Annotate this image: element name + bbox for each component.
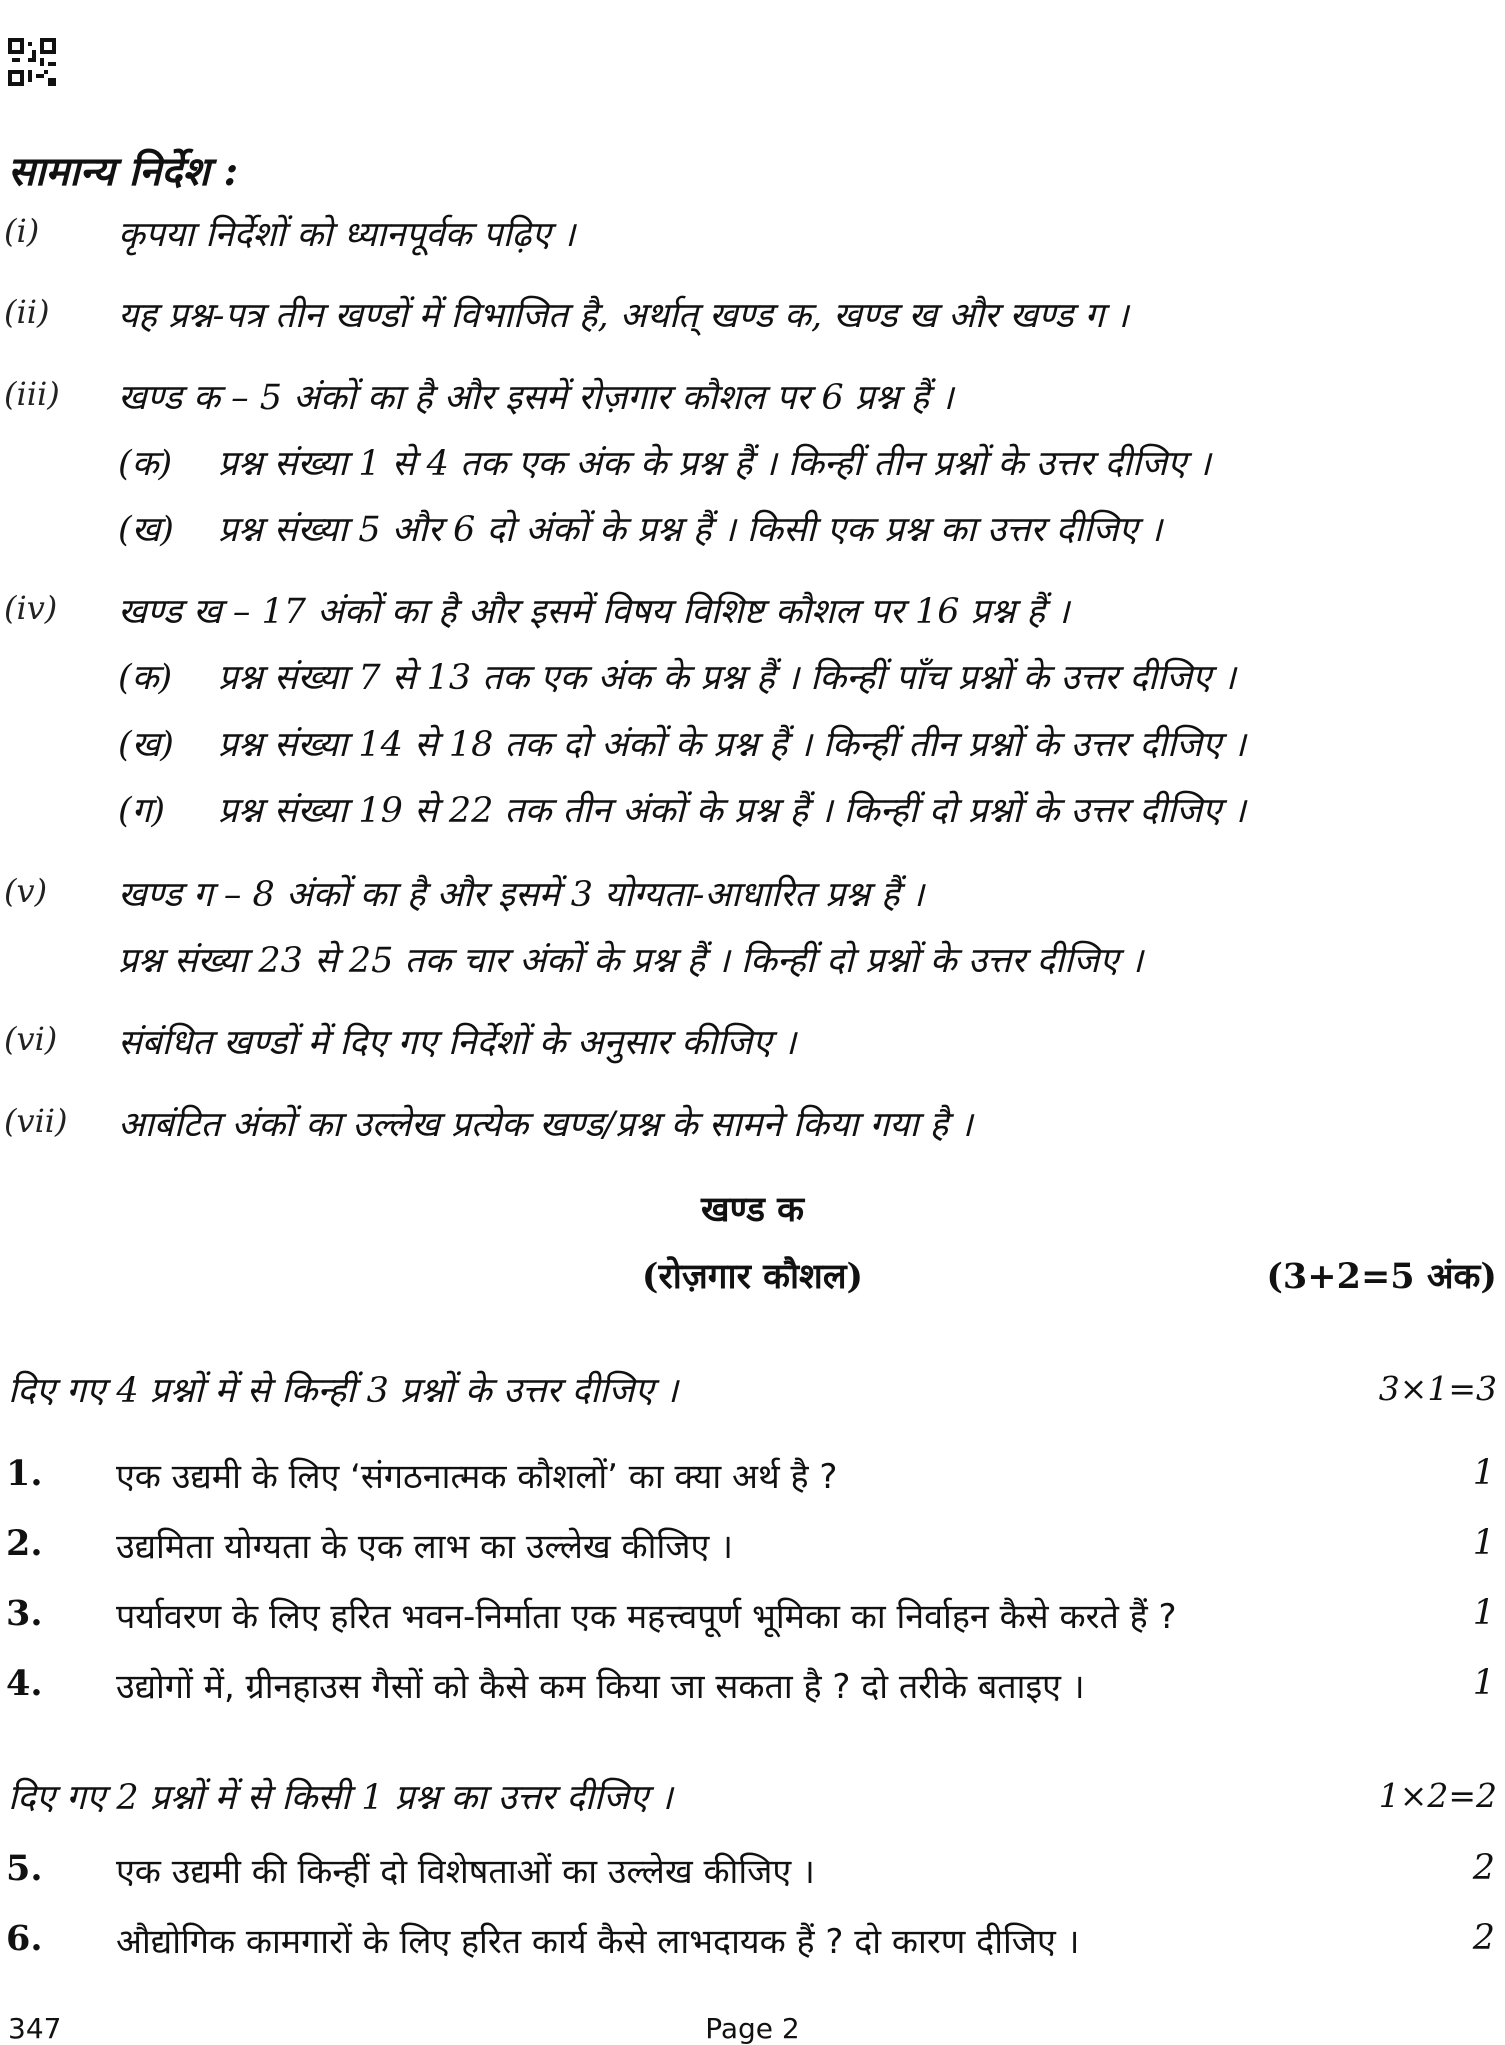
- instruction-text: खण्ड ग – 8 अंकों का है और इसमें 3 योग्यता-आधारित प्रश्न हैं ।: [118, 875, 925, 915]
- instruction-text: यह प्रश्न-पत्र तीन खण्डों में विभाजित है, अर्थात् खण्ड क, खण्ड ख और खण्ड ग ।: [118, 296, 1129, 336]
- qr-code-icon: [8, 38, 56, 86]
- question-marks: 1: [1472, 1663, 1495, 1703]
- instruction-text: आबंटित अंकों का उल्लेख प्रत्येक खण्ड/प्रश्न के सामने किया गया है ।: [118, 1105, 973, 1145]
- subitem-label: (क): [118, 658, 173, 698]
- instruction-subitem: [118, 786, 1246, 833]
- general-instructions-heading: सामान्य निर्देश :: [8, 148, 239, 195]
- page-number: Page 2: [705, 2012, 800, 2045]
- instruction-text: खण्ड क – 5 अंकों का है और इसमें रोज़गार कौशल पर 6 प्रश्न हैं ।: [118, 378, 954, 418]
- subitem-text: प्रश्न संख्या 19 से 22 तक तीन अंकों के प्रश्न हैं । किन्हीं दो प्रश्नों के उत्तर दीजिए ।: [218, 791, 1246, 831]
- instruction-num: (vi): [4, 1020, 58, 1058]
- instruction-subitem: [118, 439, 1211, 486]
- subitem-text: प्रश्न संख्या 14 से 18 तक दो अंकों के प्रश्न हैं । किन्हीं तीन प्रश्नों के उत्तर दीजिए ।: [218, 725, 1246, 765]
- question-marks: 1: [1472, 1593, 1495, 1633]
- group-marks: 3×1=3: [1378, 1369, 1497, 1408]
- subitem-text: प्रश्न संख्या 7 से 13 तक एक अंक के प्रश्न हैं । किन्हीं पाँच प्रश्नों के उत्तर दीजिए ।: [218, 658, 1236, 698]
- question-text: औद्योगिक कामगारों के लिए हरित कार्य कैसे लाभदायक हैं ? दो कारण दीजिए ।: [116, 1922, 1080, 1962]
- instruction-subitem: [118, 505, 1162, 552]
- paper-code: 347: [8, 2012, 62, 2045]
- subitem-label: (ग): [118, 791, 166, 831]
- question-marks: 2: [1472, 1918, 1495, 1958]
- question-text: एक उद्यमी की किन्हीं दो विशेषताओं का उल्लेख कीजिए ।: [116, 1852, 815, 1892]
- subitem-text: प्रश्न संख्या 5 और 6 दो अंकों के प्रश्न हैं । किसी एक प्रश्न का उत्तर दीजिए ।: [218, 510, 1163, 550]
- question-text: उद्योगों में, ग्रीनहाउस गैसों को कैसे कम किया जा सकता है ? दो तरीके बताइए ।: [116, 1667, 1085, 1707]
- question-marks: 2: [1472, 1848, 1495, 1888]
- question-text: पर्यावरण के लिए हरित भवन-निर्माता एक महत्त्वपूर्ण भूमिका का निर्वाहन कैसे करते हैं ?: [116, 1597, 1177, 1637]
- subitem-text: प्रश्न संख्या 1 से 4 तक एक अंक के प्रश्न हैं । किन्हीं तीन प्रश्नों के उत्तर दीजिए ।: [218, 444, 1211, 484]
- subitem-label: (ख): [118, 510, 174, 550]
- instruction-text: संबंधित खण्डों में दिए गए निर्देशों के अनुसार कीजिए ।: [118, 1023, 796, 1063]
- question-number: 1.: [6, 1453, 43, 1494]
- question-number: 5.: [6, 1848, 43, 1889]
- instruction-num: (i): [4, 212, 40, 250]
- group-instruction: दिए गए 4 प्रश्नों में से किन्हीं 3 प्रश्नों के उत्तर दीजिए ।: [8, 1371, 679, 1411]
- question-marks: 1: [1472, 1453, 1495, 1493]
- instruction-num: (vii): [4, 1102, 68, 1140]
- question-text: एक उद्यमी के लिए ‘संगठनात्मक कौशलों’ का क्या अर्थ है ?: [116, 1457, 838, 1497]
- group-instruction: दिए गए 2 प्रश्नों में से किसी 1 प्रश्न का उत्तर दीजिए ।: [8, 1778, 673, 1818]
- instruction-text: खण्ड ख – 17 अंकों का है और इसमें विषय विशिष्ट कौशल पर 16 प्रश्न हैं ।: [118, 592, 1070, 632]
- question-marks: 1: [1472, 1523, 1495, 1563]
- question-text: उद्यमिता योग्यता के एक लाभ का उल्लेख कीजिए ।: [116, 1527, 733, 1567]
- question-number: 3.: [6, 1593, 43, 1634]
- subitem-label: (ख): [118, 725, 174, 765]
- instruction-text-line2: प्रश्न संख्या 23 से 25 तक चार अंकों के प्रश्न हैं । किन्हीं दो प्रश्नों के उत्तर दीजिए ।: [118, 941, 1143, 981]
- section-title: खण्ड क: [700, 1189, 805, 1230]
- instruction-text: कृपया निर्देशों को ध्यानपूर्वक पढ़िए ।: [118, 215, 576, 255]
- subitem-label: (क): [118, 444, 173, 484]
- instruction-num: (iv): [4, 589, 58, 627]
- group-marks: 1×2=2: [1378, 1776, 1497, 1815]
- question-number: 6.: [6, 1918, 43, 1959]
- question-number: 2.: [6, 1523, 43, 1564]
- question-number: 4.: [6, 1663, 43, 1704]
- section-marks: (3+2=5 अंक): [1266, 1256, 1497, 1297]
- instruction-subitem: [118, 720, 1246, 767]
- instruction-subitem: [118, 653, 1236, 700]
- instruction-num: (iii): [4, 375, 60, 413]
- instruction-num: (ii): [4, 293, 50, 331]
- section-subtitle: (रोज़गार कौशल): [641, 1256, 864, 1297]
- instruction-num: (v): [4, 872, 48, 910]
